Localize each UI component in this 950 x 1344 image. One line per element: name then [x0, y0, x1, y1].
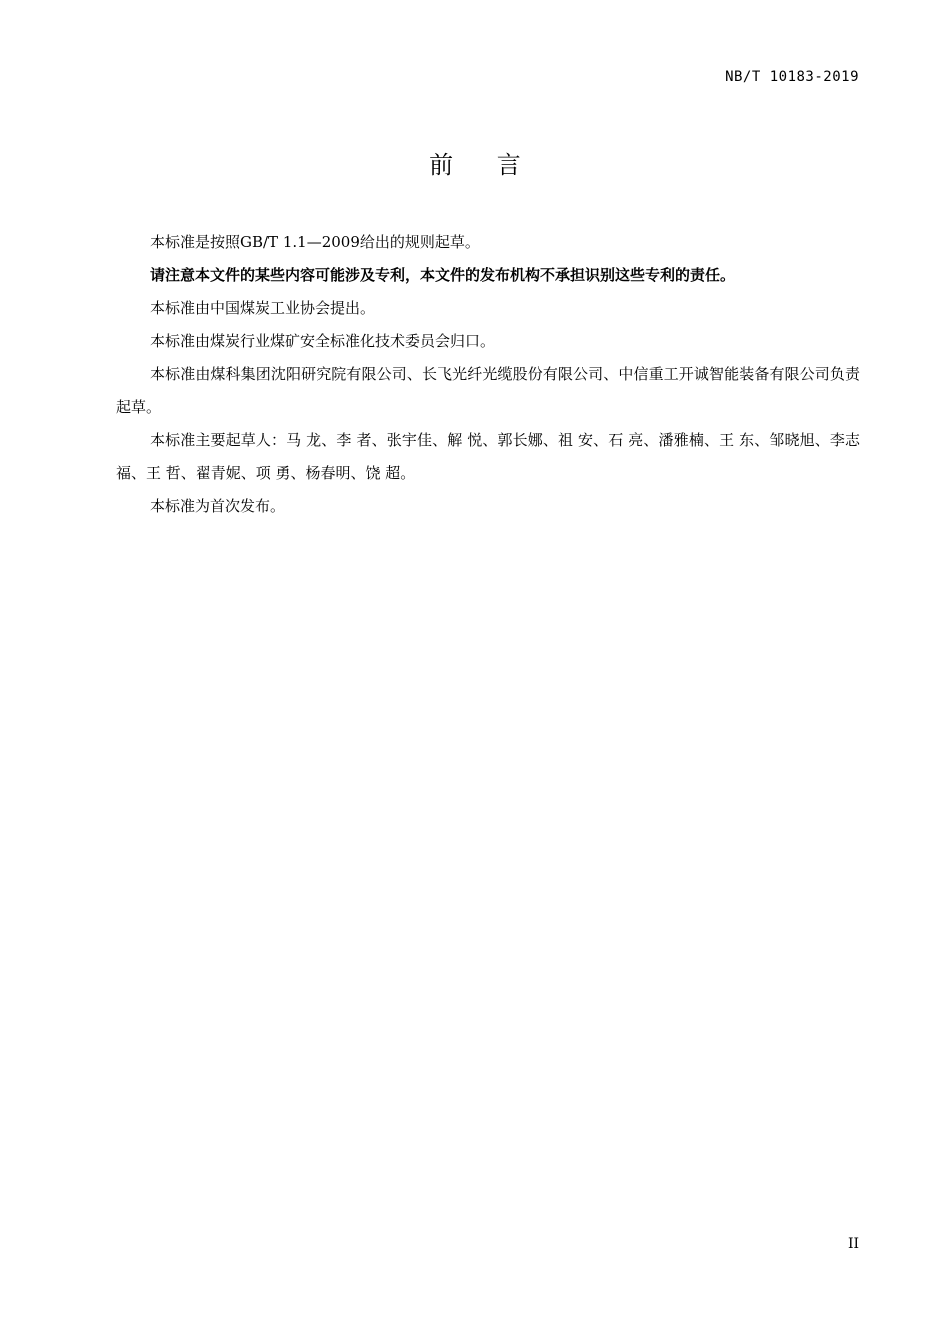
paragraph-drafting-rules: 本标准是按照GB/T 1.1—2009给出的规则起草。	[150, 233, 480, 251]
paragraph-technical-committee: 本标准由煤炭行业煤矿安全标准化技术委员会归口。	[150, 332, 496, 350]
standard-code: NB/T 10183-2019	[725, 69, 859, 85]
paragraph-drafters: 本标准主要起草人：马 龙、李 者、张宇佳、解 悦、郭长娜、祖 安、石 亮、潘雅楠、王 东、邹晓旭、李志福、王 哲、翟青妮、项 勇、杨春明、饶 超。	[116, 431, 860, 482]
paragraph-proposer: 本标准由中国煤炭工业协会提出。	[150, 299, 376, 317]
paragraph-drafting-organizations: 本标准由煤科集团沈阳研究院有限公司、长飞光纤光缆股份有限公司、中信重工开诚智能装备有限公司负责起草。	[116, 365, 860, 416]
page-title: 前 言	[429, 151, 539, 179]
paragraph-patent-notice: 请注意本文件的某些内容可能涉及专利，本文件的发布机构不承担识别这些专利的责任。	[150, 266, 736, 284]
paragraph-first-release: 本标准为首次发布。	[150, 497, 286, 515]
foreword-body	[116, 226, 860, 523]
page-number: II	[847, 1236, 859, 1252]
